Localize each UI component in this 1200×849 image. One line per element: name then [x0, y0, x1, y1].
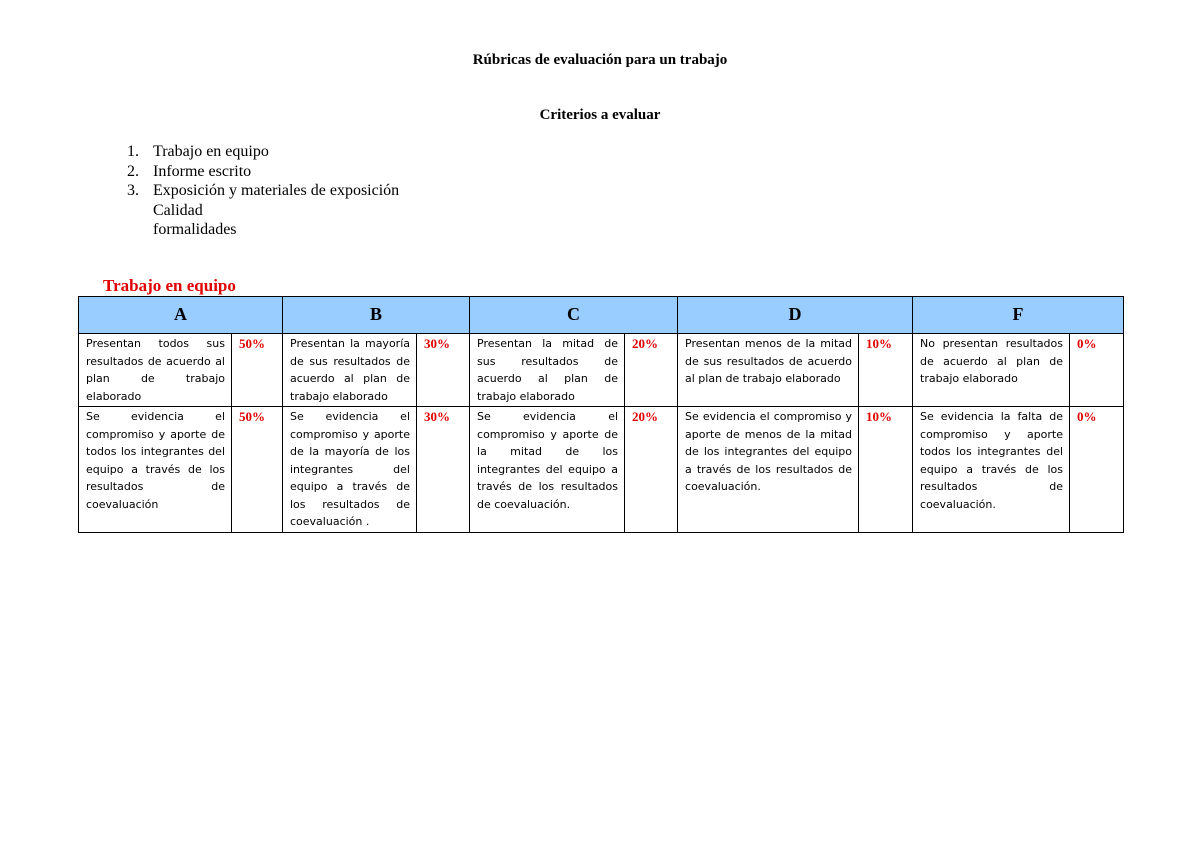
- criterion-description: Se evidencia el compromiso y aporte de la mayoría de los integrantes del equipo a través de los resultados de coevaluación .: [283, 407, 417, 533]
- section-heading: Trabajo en equipo: [103, 276, 236, 295]
- criteria-heading: Criterios a evaluar: [539, 107, 661, 123]
- rubric-table: [78, 296, 1124, 533]
- score-percentage: 10%: [859, 334, 913, 407]
- table-row: [79, 407, 1124, 533]
- score-percentage: 0%: [1070, 334, 1124, 407]
- criterion-description: Se evidencia el compromiso y aporte de la mitad de los integrantes del equipo a través de los resultados de coevaluación.: [470, 407, 625, 533]
- score-percentage: 30%: [417, 334, 470, 407]
- criterion-description: No presentan resultados de acuerdo al plan de trabajo elaborado: [913, 334, 1070, 407]
- table-row: [79, 334, 1124, 407]
- score-percentage: 0%: [1070, 407, 1124, 533]
- criterion-description: Presentan todos sus resultados de acuerdo al plan de trabajo elaborado: [79, 334, 232, 407]
- criteria-item: 2. Informe escrito: [127, 162, 252, 180]
- criteria-item: 3. Exposición y materiales de exposición: [127, 182, 400, 199]
- score-percentage: 50%: [232, 407, 283, 533]
- criteria-subitem: formalidades: [153, 221, 237, 238]
- criterion-description: Presentan la mitad de sus resultados de acuerdo al plan de trabajo elaborado: [470, 334, 625, 407]
- criteria-list: [127, 142, 399, 240]
- criterion-description: Presentan menos de la mitad de sus resultados de acuerdo al plan de trabajo elaborado: [678, 334, 859, 407]
- criterion-description: Presentan la mayoría de sus resultados de acuerdo al plan de trabajo elaborado: [283, 334, 417, 407]
- grade-header-row: [79, 297, 1124, 334]
- page-title: Rúbricas de evaluación para un trabajo: [472, 52, 728, 68]
- grade-header: D: [678, 297, 913, 334]
- grade-header: B: [283, 297, 470, 334]
- criteria-subitem: Calidad: [153, 201, 203, 219]
- score-percentage: 20%: [625, 407, 678, 533]
- score-percentage: 50%: [232, 334, 283, 407]
- score-percentage: 10%: [859, 407, 913, 533]
- score-percentage: 30%: [417, 407, 470, 533]
- criteria-item: 1. Trabajo en equipo: [127, 143, 269, 160]
- grade-header: C: [470, 297, 678, 334]
- criterion-description: Se evidencia el compromiso y aporte de todos los integrantes del equipo a través de los resultados de coevaluación: [79, 407, 232, 533]
- grade-header: A: [79, 297, 283, 334]
- criterion-description: Se evidencia el compromiso y aporte de menos de la mitad de los integrantes del equipo a través de los resultados de coevaluación.: [678, 407, 859, 533]
- score-percentage: 20%: [625, 334, 678, 407]
- grade-header: F: [913, 297, 1124, 334]
- criterion-description: Se evidencia la falta de compromiso y aporte todos los integrantes del equipo a través de los resultados de coevaluación.: [913, 407, 1070, 533]
